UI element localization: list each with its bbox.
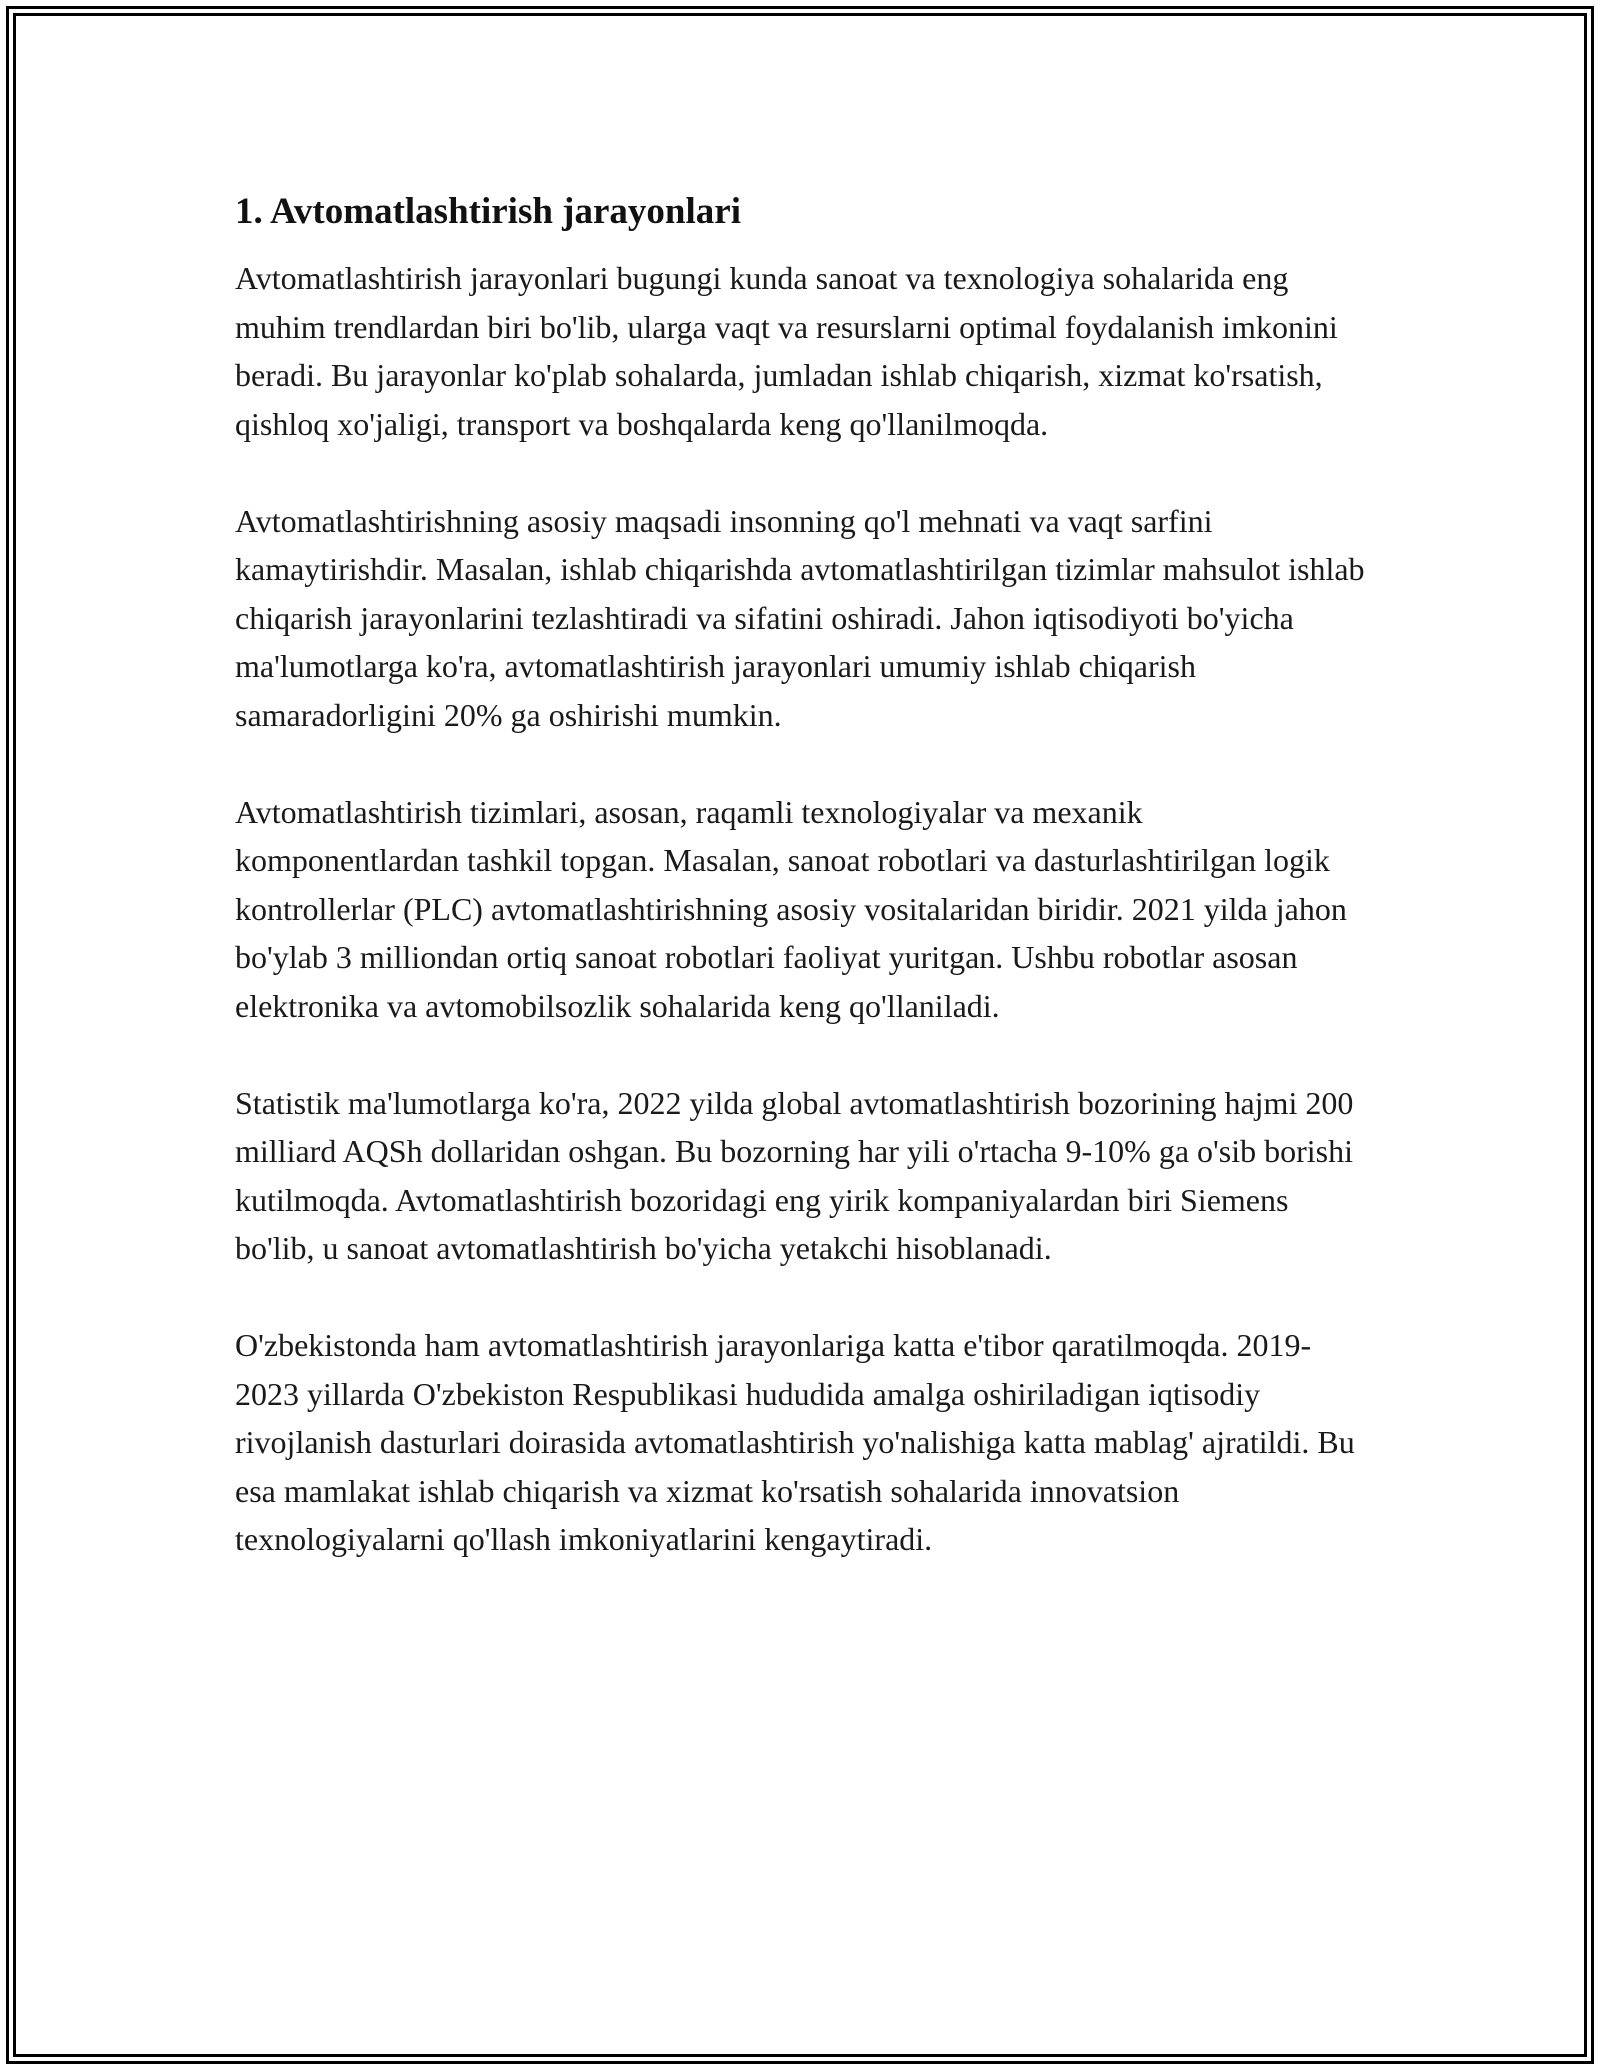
paragraph-4: Statistik ma'lumotlarga ko'ra, 2022 yilda global avtomatlashtirish bozorining hajmi 200 milliard AQSh dollaridan oshgan. Bu bozorning har yili o'rtacha 9-10% ga o'sib borishi kutilmoqda. Avtomatlashtirish bozoridagi eng yirik kompaniyalardan biri Siemens bo'lib, u sanoat avtomatlashtirish bo'yicha yetakchi hisoblanadi. [235,1084,1354,1266]
paragraph-3: Avtomatlashtirish tizimlari, asosan, raqamli texnologiyalar va mexanik komponentlardan tashkil topgan. Masalan, sanoat robotlari va dasturlashtirilgan logik kontrollerlar (PLC) avtomatlashtirishning asosiy vositalaridan biridir. 2021 yilda jahon bo'ylab 3 milliondan ortiq sanoat robotlari faoliyat yuritgan. Ushbu robotlar asosan elektronika va avtomobilsozlik sohalarida keng qo'llaniladi. [235,793,1347,1024]
paragraph-5: O'zbekistonda ham avtomatlashtirish jarayonlariga katta e'tibor qaratilmoqda. 2019-2023 yillarda O'zbekiston Respublikasi hududida amalga oshiriladigan iqtisodiy rivojlanish dasturlari doirasida avtomatlashtirish yo'nalishiga katta mablag' ajratildi. Bu esa mamlakat ishlab chiqarish va xizmat ko'rsatish sohalarida innovatsion texnologiyalarni qo'llash imkoniyatlarini kengaytiradi. [235,1327,1355,1557]
section-heading: 1. Avtomatlashtirish jarayonlari [235,191,741,232]
paragraph-2: Avtomatlashtirishning asosiy maqsadi insonning qo'l mehnati va vaqt sarfini kamaytirishdir. Masalan, ishlab chiqarishda avtomatlashtirilgan tizimlar mahsulot ishlab chiqarish jarayonlarini tezlashtiradi va sifatini oshiradi. Jahon iqtisodiyoti bo'yicha ma'lumotlarga ko'ra, avtomatlashtirish jarayonlari umumiy ishlab chiqarish samaradorligini 20% ga oshirishi mumkin. [235,502,1365,733]
paragraph-1: Avtomatlashtirish jarayonlari bugungi kunda sanoat va texnologiya sohalarida eng muhim trendlardan biri bo'lib, ularga vaqt va resurslarni optimal foydalanish imkonini beradi. Bu jarayonlar ko'plab sohalarda, jumladan ishlab chiqarish, xizmat ko'rsatish, qishloq xo'jaligi, transport va boshqalarda keng qo'llanilmoqda. [235,260,1338,442]
document-body [235,184,1370,1612]
